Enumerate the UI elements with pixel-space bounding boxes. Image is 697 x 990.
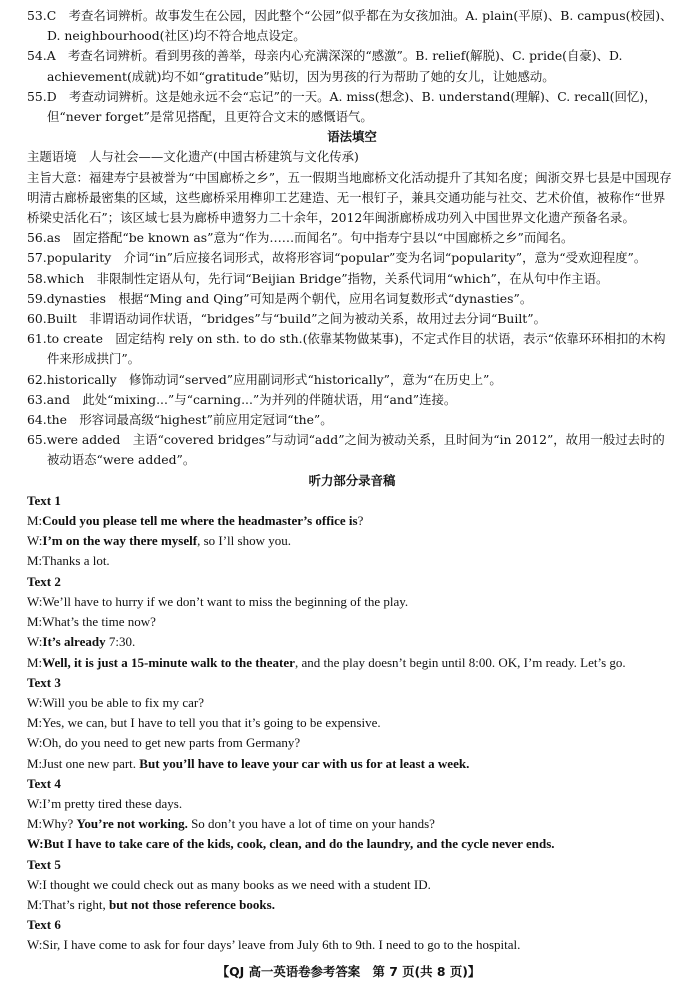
theme-line: 主题语境 人与社会——文化遗产(中国古桥建筑与文化传承) — [27, 149, 359, 165]
dialogue-line — [27, 551, 677, 571]
key-sentence: It’s already — [42, 634, 106, 650]
listening-heading: 听力部分录音稿 — [308, 472, 396, 488]
dialogue-line — [27, 754, 677, 774]
text-title: Text 2 — [27, 573, 61, 589]
speaker: W: — [27, 937, 43, 953]
answer-59 — [27, 289, 677, 309]
speaker: M: — [27, 755, 43, 771]
answer-61 — [27, 329, 677, 369]
dialogue-line — [27, 733, 677, 753]
grammar-answers — [27, 228, 677, 470]
dialogue-line — [27, 612, 677, 632]
dialogue-line — [27, 875, 677, 895]
dialogue-line — [27, 511, 677, 531]
line-text: Thanks a lot. — [42, 553, 110, 569]
speaker: M: — [27, 513, 43, 529]
answer-number: 62.historically — [27, 371, 117, 387]
line-text: So don’t you have a lot of time on your hands? — [187, 816, 435, 832]
answer-number: 53.C — [27, 8, 57, 23]
dialogue-line — [27, 693, 677, 713]
vocab-answers — [27, 6, 677, 127]
page-footer: 【QJ 高一英语卷参考答案 第 7 页(共 8 页)】 — [216, 964, 481, 979]
key-sentence: Well, it is just a 15-minute walk to the theater — [42, 654, 295, 670]
answer-number: 64.the — [27, 412, 67, 428]
answer-number: 61.to create — [27, 331, 103, 347]
line-text: ? — [357, 513, 364, 529]
answer-explanation: 考查动词辨析。这是她永远不会“忘记”的一天。A. miss(想念)、B. understand(理解)、C. recall(回忆)，但“never forget”是常见搭配，且更符合文末的感慨语气。 — [47, 88, 657, 125]
text-title: Text 5 — [27, 856, 61, 872]
speaker: W: — [27, 795, 43, 811]
dialogue-line — [27, 653, 677, 673]
answer-65 — [27, 430, 677, 470]
key-sentence: but not those reference books. — [108, 896, 275, 912]
transcripts — [27, 491, 677, 956]
summary-paragraph: 主旨大意：福建寿宁县被誉为“中国廊桥之乡”，五一假期当地廊桥文化活动提升了其知名度；闽浙交界七县是中国现存明清古廊桥最密集的区域，这些廊桥采用榫卯工艺建造、无一根钉子，兼具交通功能与社交、艺术价值，被称作“世界桥梁史活化石”；该区域七县为廊桥申遗努力二十余年，2012年闽浙廊桥成功列入中国世界文化遗产预备名录。 — [27, 169, 672, 226]
dialogue-line — [27, 814, 677, 834]
dialogue-line — [27, 794, 677, 814]
answer-explanation: 此处“mixing...”与“carning...”为并列的伴随状语，用“and”连接。 — [82, 391, 457, 407]
answer-number: 56.as — [27, 230, 61, 246]
answer-explanation: 考查名词辨析。故事发生在公园，因此整个“公园”似乎都在为女孩加油。A. plain(平原)、B. campus(校园)、D. neighbourhood(社区)均不符合地点设定。 — [47, 8, 673, 44]
key-sentence: But I have to take care of the kids, cook, clean, and do the laundry, and the cycle never ends. — [43, 836, 555, 852]
line-text: , and the play doesn’t begin until 8:00. OK, I’m ready. Let’s go. — [294, 654, 626, 670]
dialogue-line — [27, 531, 677, 551]
answer-page — [27, 6, 677, 956]
speaker: W: — [27, 735, 43, 751]
text-title: Text 1 — [27, 492, 61, 508]
answer-64 — [27, 410, 677, 430]
line-text: Yes, we can, but I have to tell you that it’s going to be expensive. — [42, 715, 381, 731]
line-text: I’m pretty tired these days. — [42, 795, 183, 811]
answer-number: 58.which — [27, 270, 85, 286]
line-text: , so I’ll show you. — [197, 533, 291, 549]
answer-explanation: 非谓语动词作状语，“bridges”与“build”之间为被动关系，故用过去分词“Built”。 — [89, 311, 546, 327]
speaker: W: — [27, 876, 43, 892]
speaker: M: — [27, 896, 43, 912]
answer-54 — [27, 46, 677, 86]
answer-62 — [27, 370, 677, 390]
key-sentence: But you’ll have to leave your car with us for at least a week. — [139, 755, 470, 771]
answer-explanation: 修饰动词“served”应用副词形式“historically”，意为“在历史上”。 — [128, 371, 502, 387]
answer-number: 65.were added — [27, 432, 121, 448]
speaker: W: — [27, 533, 43, 549]
answer-55 — [27, 87, 677, 127]
answer-number: 59.dynasties — [27, 290, 106, 306]
line-text: Why? — [42, 816, 77, 832]
answer-56 — [27, 228, 677, 248]
grammar-heading: 语法填空 — [327, 129, 377, 145]
answer-number: 55.D — [27, 88, 57, 104]
speaker: W: — [27, 593, 43, 609]
speaker: M: — [27, 553, 43, 569]
key-sentence: You’re not working. — [76, 816, 188, 832]
key-sentence: Could you please tell me where the headmaster’s office is — [42, 513, 358, 529]
answer-number: 63.and — [27, 391, 71, 407]
line-text: That’s right, — [42, 896, 109, 912]
text-title: Text 3 — [27, 674, 61, 690]
answer-63 — [27, 390, 677, 410]
speaker: M: — [27, 715, 43, 731]
answer-explanation: 形容词最高级“highest”前应用定冠词“the”。 — [79, 412, 333, 428]
answer-explanation: 主语“covered bridges”与动词“add”之间为被动关系，且时间为“in 2012”，故用一般过去时的被动语态“were added”。 — [47, 432, 665, 468]
line-text: We’ll have to hurry if we don’t want to miss the beginning of the play. — [42, 593, 409, 609]
dialogue-line — [27, 834, 677, 854]
answer-explanation: 固定搭配“be known as”意为“作为……而闻名”。句中指寿宁县以“中国廊桥之乡”而闻名。 — [72, 230, 574, 246]
answer-number: 60.Built — [27, 311, 77, 327]
answer-57 — [27, 248, 677, 268]
dialogue-line — [27, 895, 677, 915]
answer-60 — [27, 309, 677, 329]
line-text: Sir, I have come to ask for four days’ leave from July 6th to 9th. I need to go to the hospital. — [42, 937, 521, 953]
answer-explanation: 考查名词辨析。看到男孩的善举，母亲内心充满深深的“感激”。B. relief(解脱)、C. pride(自豪)、D. achievement(成就)均不如“gratitude”贴切，因为男孩的行为帮助了她的女儿，让她感动。 — [47, 48, 623, 84]
line-text: Just one new part. — [42, 755, 140, 771]
key-sentence: I’m on the way there myself — [42, 533, 198, 549]
speaker: W: — [27, 694, 43, 710]
line-text: 7:30. — [105, 634, 136, 650]
answer-explanation: 根据“Ming and Qing”可知是两个朝代，应用名词复数形式“dynasties”。 — [118, 290, 533, 306]
line-text: What’s the time now? — [42, 614, 156, 630]
text-title: Text 4 — [27, 775, 61, 791]
dialogue-line — [27, 713, 677, 733]
dialogue-line — [27, 592, 677, 612]
line-text: Oh, do you need to get new parts from Germany? — [42, 735, 301, 751]
answer-explanation: 介词“in”后应接名词形式，故将形容词“popular”变为名词“popularity”，意为“受欢迎程度”。 — [123, 250, 647, 266]
answer-58 — [27, 269, 677, 289]
dialogue-line — [27, 935, 677, 955]
speaker: W: — [27, 634, 43, 650]
line-text: Will you be able to fix my car? — [42, 694, 204, 710]
speaker: M: — [27, 614, 43, 630]
line-text: I thought we could check out as many books as we need with a student ID. — [42, 876, 431, 892]
answer-explanation: 非限制性定语从句，先行词“Beijian Bridge”指物，关系代词用“which”，在从句中作主语。 — [96, 270, 609, 286]
answer-number: 54.A — [27, 48, 56, 64]
text-title: Text 6 — [27, 917, 61, 933]
answer-53 — [27, 6, 677, 46]
dialogue-line — [27, 632, 677, 652]
answer-explanation: 固定结构 rely on sth. to do sth.(依靠某物做某事)，不定式作目的状语，表示“依靠环环相扣的木构件来形成拱门”。 — [47, 331, 666, 367]
speaker: W: — [27, 836, 44, 852]
answer-number: 57.popularity — [27, 250, 112, 266]
speaker: M: — [27, 816, 43, 832]
speaker: M: — [27, 654, 43, 670]
